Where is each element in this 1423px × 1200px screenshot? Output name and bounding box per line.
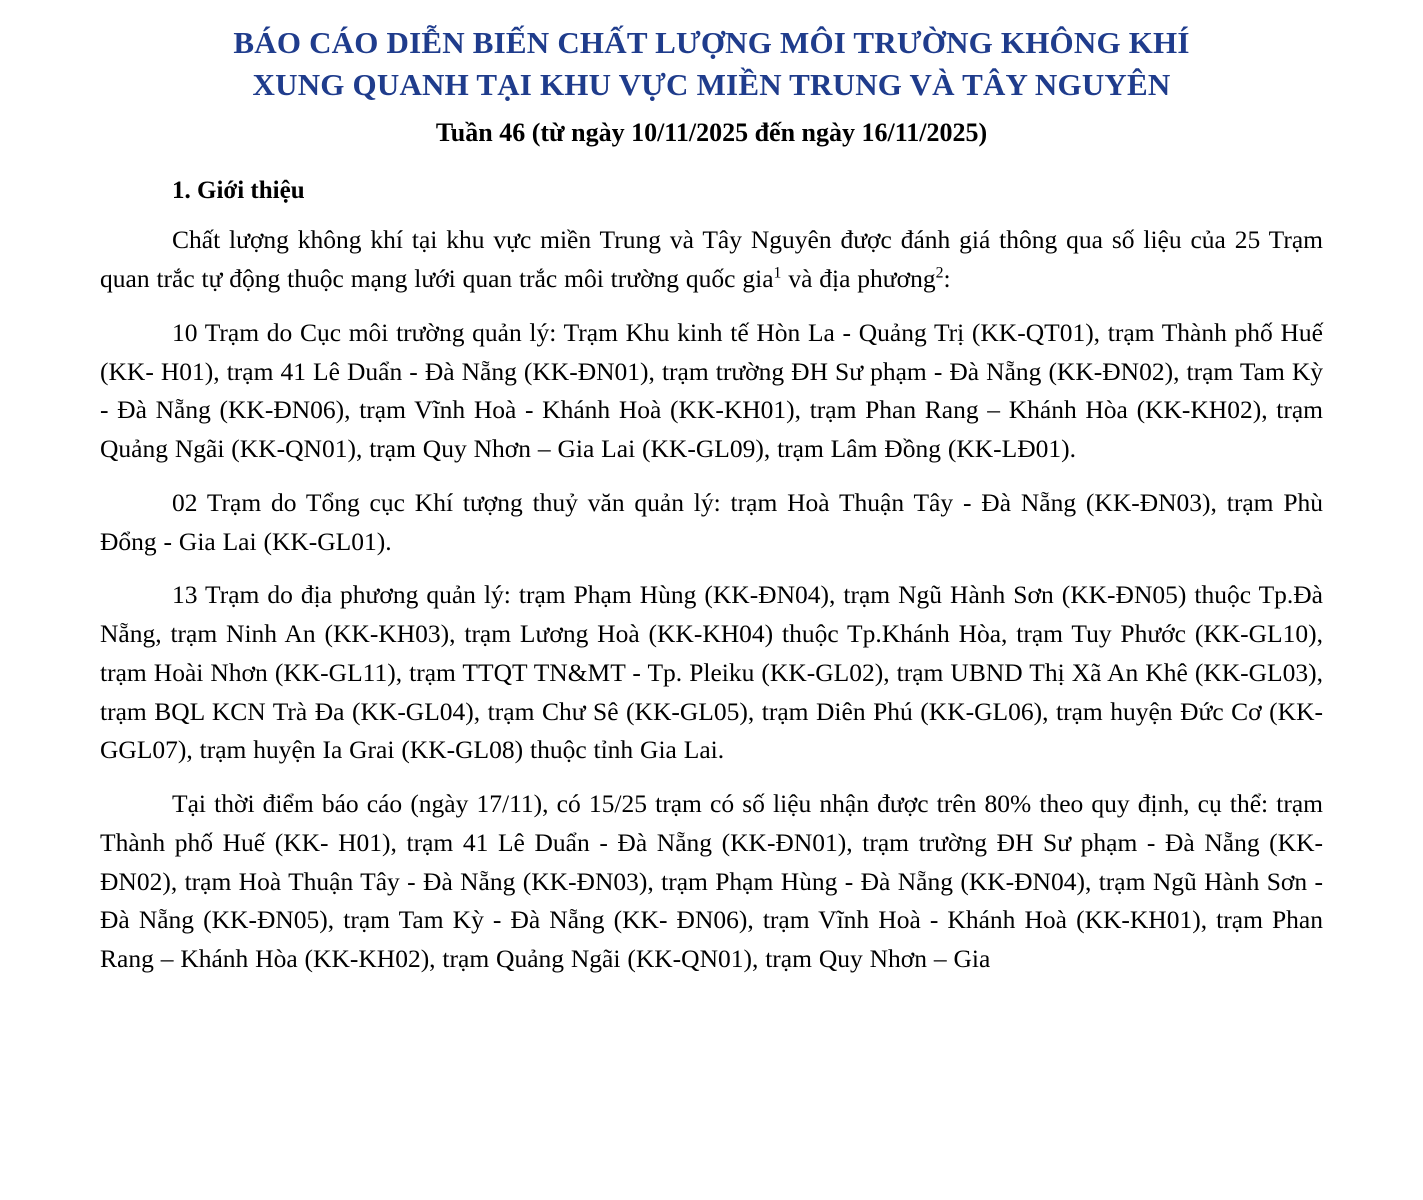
paragraph-intro-part1: Chất lượng không khí tại khu vực miền Trung và Tây Nguyên được đánh giá thông qua số liệu của 25 Trạm quan trắc tự động thuộc mạng lưới quan trắc môi trường quốc gia bbox=[100, 225, 1323, 294]
page-title bbox=[100, 22, 1323, 106]
paragraph-intro-part2: và địa phương bbox=[781, 264, 936, 294]
section-heading-introduction: 1. Giới thiệu bbox=[172, 177, 305, 205]
page-title-line-1: BÁO CÁO DIỄN BIẾN CHẤT LƯỢNG MÔI TRƯỜNG KHÔNG KHÍ bbox=[233, 25, 1190, 60]
page-title-line-2: XUNG QUANH TẠI KHU VỰC MIỀN TRUNG VÀ TÂY NGUYÊN bbox=[252, 66, 1171, 102]
paragraph-stations-national: 10 Trạm do Cục môi trường quản lý: Trạm Khu kinh tế Hòn La - Quảng Trị (KK-QT01), trạm Thành phố Huế (KK- H01), trạm 41 Lê Duẩn - Đà Nẵng (KK-ĐN01), trạm trường ĐH Sư phạm - Đà Nẵng (KK-ĐN02), trạm Tam Kỳ - Đà Nẵng (KK-ĐN06), trạm Vĩnh Hoà - Khánh Hoà (KK-KH01), trạm Phan Rang – Khánh Hòa (KK-KH02), trạm Quảng Ngãi (KK-QN01), trạm Quy Nhơn – Gia Lai (KK-GL09), trạm Lâm Đồng (KK-LĐ01). bbox=[100, 317, 1323, 464]
paragraph-stations-local: 13 Trạm do địa phương quản lý: trạm Phạm Hùng (KK-ĐN04), trạm Ngũ Hành Sơn (KK-ĐN05) thuộc Tp.Đà Nẵng, trạm Ninh An (KK-KH03), trạm Lương Hoà (KK-KH04) thuộc Tp.Khánh Hòa, trạm Tuy Phước (KK-GL10), trạm Hoài Nhơn (KK-GL11), trạm TTQT TN&MT - Tp. Pleiku (KK-GL02), trạm UBND Thị Xã An Khê (KK-GL03), trạm BQL KCN Trà Đa (KK-GL04), trạm Chư Sê (KK-GL05), trạm Diên Phú (KK-GL06), trạm huyện Đức Cơ (KK-GGL07), trạm huyện Ia Grai (KK-GL08) thuộc tỉnh Gia Lai. bbox=[100, 580, 1323, 765]
paragraph-intro-part3: : bbox=[943, 264, 951, 294]
footnote-ref-1: 1 bbox=[773, 264, 782, 282]
paragraph-stations-hydromet: 02 Trạm do Tổng cục Khí tượng thuỷ văn quản lý: trạm Hoà Thuận Tây - Đà Nẵng (KK-ĐN03), trạm Phù Đổng - Gia Lai (KK-GL01). bbox=[100, 487, 1323, 556]
paragraph-data-availability: Tại thời điểm báo cáo (ngày 17/11), có 15/25 trạm có số liệu nhận được trên 80% theo quy định, cụ thể: trạm Thành phố Huế (KK- H01), trạm 41 Lê Duẩn - Đà Nẵng (KK-ĐN01), trạm trường ĐH Sư phạm - Đà Nẵng (KK-ĐN02), trạm Hoà Thuận Tây - Đà Nẵng (KK-ĐN03), trạm Phạm Hùng - Đà Nẵng (KK-ĐN04), trạm Ngũ Hành Sơn - Đà Nẵng (KK-ĐN05), trạm Tam Kỳ - Đà Nẵng (KK- ĐN06), trạm Vĩnh Hoà - Khánh Hoà (KK-KH01), trạm Phan Rang – Khánh Hòa (KK-KH02), trạm Quảng Ngãi (KK-QN01), trạm Quy Nhơn – Gia bbox=[100, 789, 1323, 974]
paragraph-intro-overview bbox=[100, 221, 1323, 299]
report-period-subtitle: Tuần 46 (từ ngày 10/11/2025 đến ngày 16/11/2025) bbox=[435, 117, 988, 147]
footnote-ref-2: 2 bbox=[935, 264, 944, 282]
